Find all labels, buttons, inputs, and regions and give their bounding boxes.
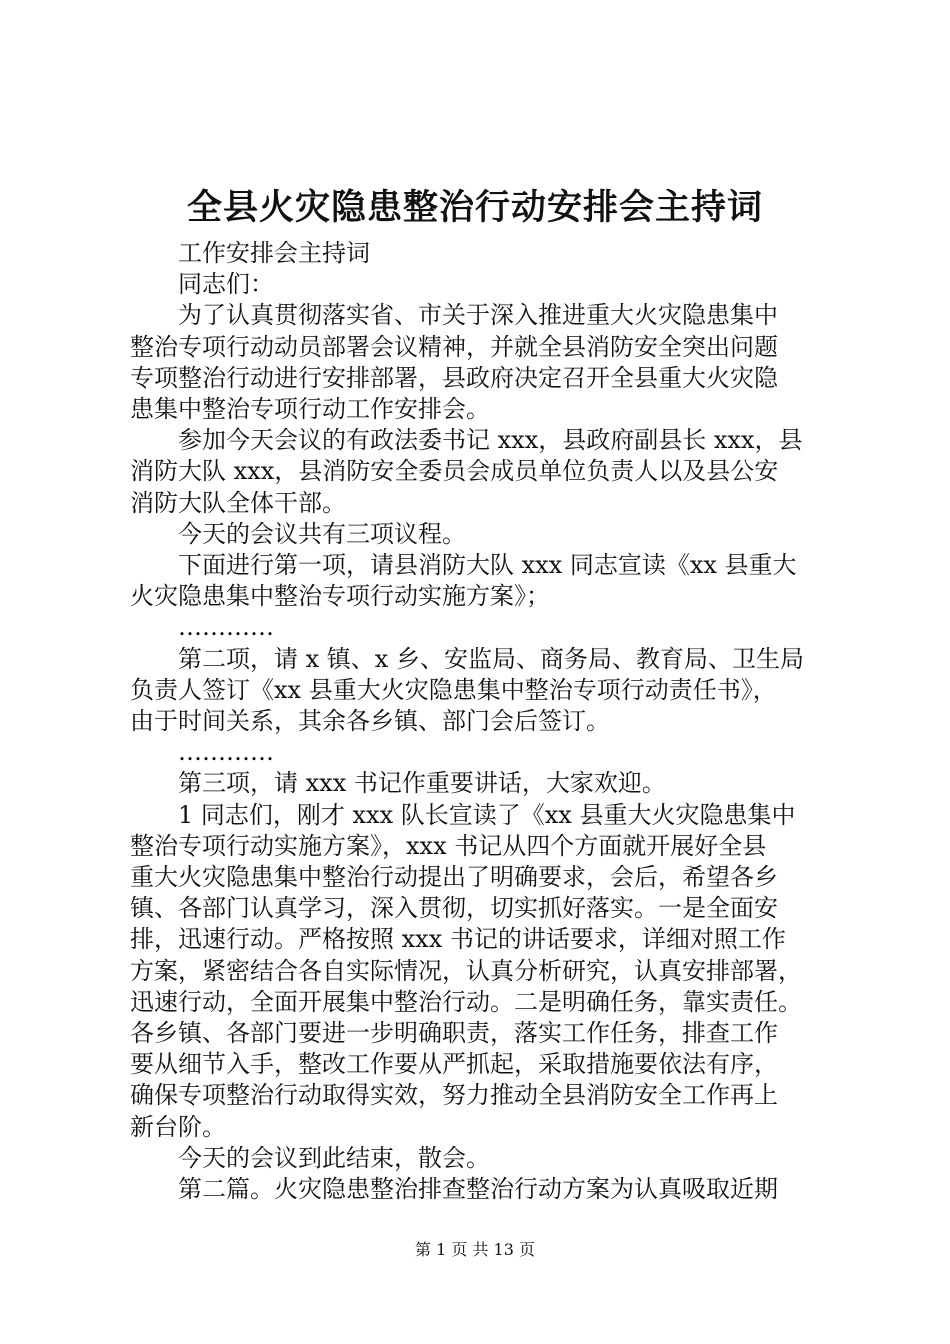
text-line: ………… xyxy=(178,738,274,767)
text-line: 确保专项整治行动取得实效，努力推动全县消防安全工作再上 xyxy=(130,1081,778,1110)
text-line: 镇、各部门认真学习，深入贯彻，切实抓好落实。一是全面安 xyxy=(130,894,778,923)
text-line: 重大火灾隐患集中整治行动提出了明确要求，会后，希望各乡 xyxy=(130,863,778,892)
text-line: 要从细节入手，整改工作要从严抓起，采取措施要依法有序， xyxy=(130,1050,778,1079)
text-line: 今天的会议共有三项议程。 xyxy=(178,519,466,548)
text-line: 为了认真贯彻落实省、市关于深入推进重大火灾隐患集中 xyxy=(178,301,778,330)
text-line: 第三项，请 xxx 书记作重要讲话，大家欢迎。 xyxy=(178,769,666,798)
text-line: 1 同志们，刚才 xxx 队长宣读了《xx 县重大火灾隐患集中 xyxy=(178,800,796,829)
text-line: 工作安排会主持词 xyxy=(178,239,370,267)
text-line: 整治专项行动动员部署会议精神，并就全县消防安全突出问题 xyxy=(130,332,778,361)
text-line: 下面进行第一项，请县消防大队 xxx 同志宣读《xx 县重大 xyxy=(178,551,797,580)
text-line: 参加今天会议的有政法委书记 xxx，县政府副县长 xxx，县 xyxy=(178,426,803,455)
text-line: 第二项，请 x 镇、x 乡、安监局、商务局、教育局、卫生局 xyxy=(178,644,804,673)
text-line: 新台阶。 xyxy=(130,1112,226,1141)
text-line: 迅速行动，全面开展集中整治行动。二是明确任务，靠实责任。 xyxy=(130,987,802,1016)
text-line: 由于时间关系，其余各乡镇、部门会后签订。 xyxy=(130,707,610,736)
text-line: 负责人签订《xx 县重大火灾隐患集中整治专项行动责任书》， xyxy=(130,675,777,704)
text-line: ………… xyxy=(178,613,274,642)
text-line: 各乡镇、各部门要进一步明确职责，落实工作任务，排查工作 xyxy=(130,1019,778,1048)
text-line: 专项整治行动进行安排部署，县政府决定召开全县重大火灾隐 xyxy=(130,363,778,392)
text-line: 患集中整治专项行动工作安排会。 xyxy=(130,395,490,424)
text-line: 方案，紧密结合各自实际情况，认真分析研究，认真安排部署， xyxy=(130,956,802,985)
document-body xyxy=(130,238,835,1205)
text-line: 今天的会议到此结束，散会。 xyxy=(178,1143,490,1172)
text-line: 第二篇。火灾隐患整治排查整治行动方案为认真吸取近期 xyxy=(178,1175,778,1204)
text-line: 消防大队 xxx，县消防安全委员会成员单位负责人以及县公安 xyxy=(130,457,779,486)
document-title: 全县火灾隐患整治行动安排会主持词 xyxy=(186,187,763,228)
text-line: 消防大队全体干部。 xyxy=(130,488,346,517)
text-line: 同志们： xyxy=(178,270,274,299)
text-line: 排，迅速行动。严格按照 xxx 书记的讲话要求，详细对照工作 xyxy=(130,925,786,954)
text-line: 火灾隐患集中整治专项行动实施方案》； xyxy=(130,582,550,611)
text-line: 整治专项行动实施方案》，xxx 书记从四个方面就开展好全县 xyxy=(130,831,767,860)
page-number-footer: 第 1 页 共 13 页 xyxy=(415,1240,535,1259)
